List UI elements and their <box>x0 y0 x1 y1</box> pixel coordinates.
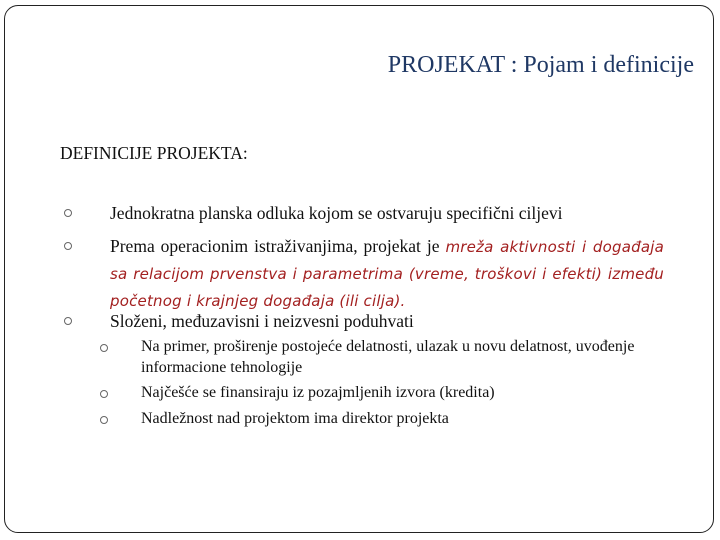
bullet-item-3 <box>64 308 664 334</box>
bullet-text-plain: Prema operacionim istraživanjima, projekat je <box>110 236 446 256</box>
bullet-icon <box>64 200 72 226</box>
section-heading: DEFINICIJE PROJEKTA: <box>60 143 248 163</box>
bullet-icon <box>64 233 72 259</box>
sub-bullet-text: Najčešće se finansiraju iz pozajmljenih izvora (kredita) <box>141 384 495 401</box>
sub-bullet-item-1 <box>100 336 670 378</box>
sub-bullet-text: Nadležnost nad projektom ima direktor projekta <box>141 410 449 427</box>
bullet-text-emphasis: mreža aktivnosti i događaja sa relacijom prvenstva i parametrima (vreme, troškovi i efekti) između početnog i krajnjeg događaja (ili cilja). <box>110 238 664 310</box>
sub-bullet-text: Na primer, proširenje postojeće delatnosti, ulazak u novu delatnost, uvođenje informacione tehnologije <box>141 338 635 376</box>
bullet-item-2 <box>64 233 664 314</box>
sub-bullet-icon <box>100 336 108 359</box>
bullet-icon <box>64 308 72 334</box>
slide-title: PROJEKAT : Pojam i definicije <box>387 52 694 78</box>
bullet-item-1 <box>64 200 664 226</box>
sub-bullet-icon <box>100 382 108 405</box>
sub-bullet-item-2 <box>100 382 670 403</box>
bullet-text: Složeni, međuzavisni i neizvesni poduhvati <box>110 311 414 331</box>
bullet-text <box>110 233 664 314</box>
bullet-text: Jednokratna planska odluka kojom se ostvaruju specifični ciljevi <box>110 203 563 223</box>
sub-bullet-item-3 <box>100 408 670 429</box>
sub-bullet-icon <box>100 408 108 431</box>
